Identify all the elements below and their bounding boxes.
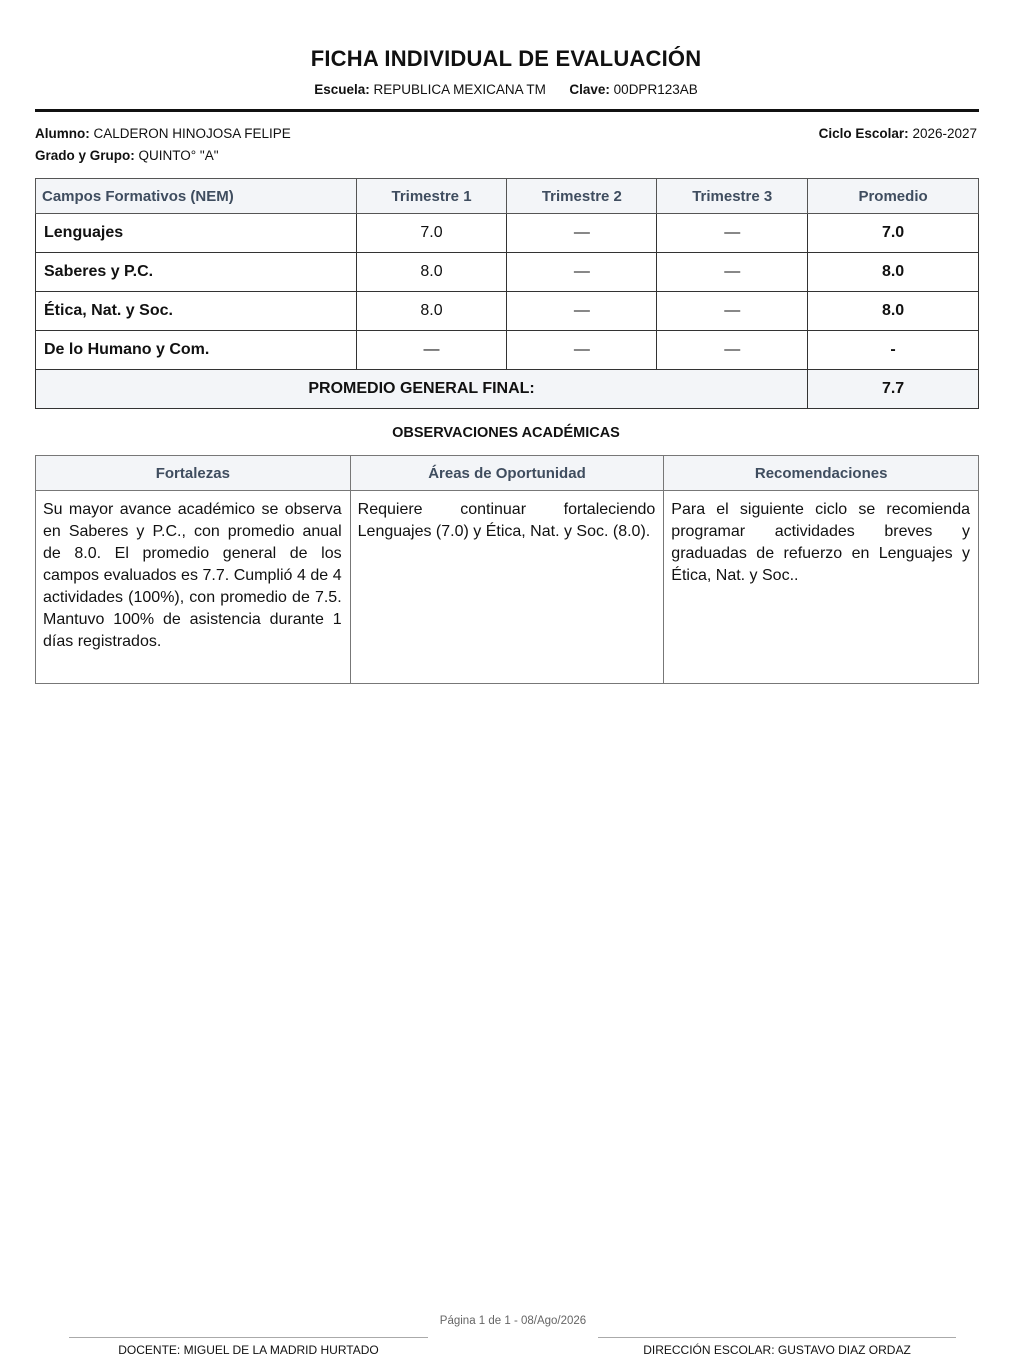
grado-value: QUINTO° "A" — [138, 148, 219, 163]
column-header: Fortalezas — [36, 456, 351, 491]
alumno-value: CALDERON HINOJOSA FELIPE — [93, 126, 291, 141]
table-row — [36, 253, 979, 292]
trimester-3-score: — — [657, 292, 808, 331]
table-row — [36, 214, 979, 253]
table-row — [36, 331, 979, 370]
trimester-1-score: — — [356, 331, 507, 370]
trimester-2-score: — — [507, 253, 657, 292]
average-score: 8.0 — [808, 253, 979, 292]
director-signature-line — [598, 1337, 956, 1338]
grades-table — [35, 178, 979, 409]
column-header: Trimestre 2 — [507, 179, 657, 214]
average-score: 7.0 — [808, 214, 979, 253]
trimester-2-score: — — [507, 292, 657, 331]
strengths-text: Su mayor avance académico se observa en Saberes y P.C., con promedio anual de 8.0. El promedio general de los campos evaluados es 7.7. Cumplió 4 de 4 actividades (100%), con promedio de 7.5. Mantuvo 100% de asistencia durante 1 días registrados. — [36, 491, 351, 684]
trimester-1-score: 8.0 — [356, 292, 507, 331]
table-row — [36, 292, 979, 331]
field-name: Saberes y P.C. — [36, 253, 357, 292]
column-header: Campos Formativos (NEM) — [36, 179, 357, 214]
school-line — [0, 82, 1012, 97]
field-name: Lenguajes — [36, 214, 357, 253]
header-divider — [35, 109, 979, 112]
student-grade — [35, 148, 219, 163]
observations-title: OBSERVACIONES ACADÉMICAS — [392, 425, 620, 441]
grades-header-row — [36, 179, 979, 214]
final-average-value: 7.7 — [808, 370, 979, 409]
trimester-3-score: — — [657, 214, 808, 253]
column-header: Trimestre 3 — [657, 179, 808, 214]
school-year — [819, 126, 977, 141]
final-average-row — [36, 370, 979, 409]
school-value: REPUBLICA MEXICANA TM — [373, 82, 546, 97]
final-average-label: PROMEDIO GENERAL FINAL: — [36, 370, 808, 409]
observations-table — [35, 455, 979, 684]
grado-label: Grado y Grupo: — [35, 148, 135, 163]
school-label: Escuela: — [314, 82, 370, 97]
ciclo-value: 2026-2027 — [912, 126, 977, 141]
column-header: Recomendaciones — [664, 456, 979, 491]
student-name — [35, 126, 291, 141]
trimester-2-score: — — [507, 331, 657, 370]
code-value: 00DPR123AB — [613, 82, 698, 97]
column-header: Promedio — [808, 179, 979, 214]
recommendations-text: Para el siguiente ciclo se recomienda programar actividades breves y graduadas de refuerzo en Lenguajes y Ética, Nat. y Soc.. — [664, 491, 979, 684]
column-header: Trimestre 1 — [356, 179, 507, 214]
director-signature: DIRECCIÓN ESCOLAR: GUSTAVO DIAZ ORDAZ — [643, 1343, 911, 1357]
field-name: Ética, Nat. y Soc. — [36, 292, 357, 331]
ciclo-label: Ciclo Escolar: — [818, 126, 909, 141]
code-label: Clave: — [569, 82, 610, 97]
teacher-signature: DOCENTE: MIGUEL DE LA MADRID HURTADO — [118, 1343, 379, 1357]
average-score: - — [808, 331, 979, 370]
document-title: FICHA INDIVIDUAL DE EVALUACIÓN — [310, 46, 702, 71]
page-info: Página 1 de 1 - 08/Ago/2026 — [439, 1315, 587, 1327]
field-name: De lo Humano y Com. — [36, 331, 357, 370]
trimester-1-score: 8.0 — [356, 253, 507, 292]
teacher-signature-line — [69, 1337, 428, 1338]
trimester-3-score: — — [657, 331, 808, 370]
opportunity-areas-text: Requiere continuar fortaleciendo Lenguajes (7.0) y Ética, Nat. y Soc. (8.0). — [350, 491, 664, 684]
observations-header-row — [36, 456, 979, 491]
trimester-1-score: 7.0 — [356, 214, 507, 253]
trimester-3-score: — — [657, 253, 808, 292]
average-score: 8.0 — [808, 292, 979, 331]
observations-row — [36, 491, 979, 684]
column-header: Áreas de Oportunidad — [350, 456, 664, 491]
alumno-label: Alumno: — [35, 126, 90, 141]
trimester-2-score: — — [507, 214, 657, 253]
